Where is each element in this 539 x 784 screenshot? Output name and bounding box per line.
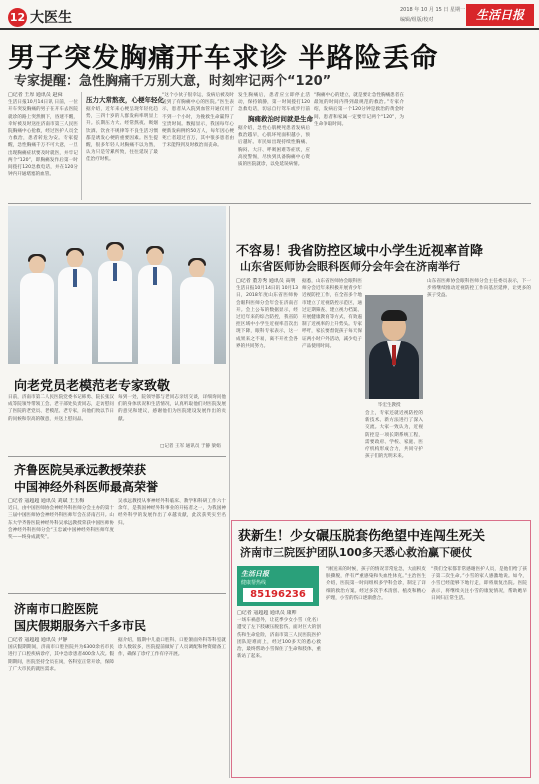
vision-story-headline: 不容易！我省防控区域中小学生近视率首降: [236, 244, 484, 259]
section-title: 大医生: [30, 10, 72, 26]
masthead: [0, 0, 539, 34]
masthead-rule: [0, 28, 539, 30]
stomatology-story-body-2: 据介绍，假期中儿童口腔科、口腔颌面外科等科室就诊人数较多，医院提前做好了人员调配和物资储备工作，确保了诊疗工作有序开展。: [118, 638, 226, 658]
top-story-body-5: 据介绍，急性心肌梗死患者发病后救治越早，心肌坏死面积越小，预后越好。市民如出现持续性胸痛、胸闷、大汗、呼吸困难等症状，应高度警惕，尽快到具备胸痛中心资质的医院就诊，以免延误病情。: [238, 126, 310, 168]
stomatology-story-headline: 济南市口腔医院: [14, 602, 99, 616]
highlight-story-subhead: 济南市三院医护团队100多天悉心救治赢下硬仗: [240, 546, 472, 559]
top-story-headline: 男子突发胸痛开车求诊 半路险丢命: [8, 43, 439, 74]
top-story-body-6: “胸痛中心的建立，就是要让急性胸痛患者在最短的时间内得到最规范的救治。”专家介绍，发病后第一个120分钟是救治的黄金时间，患者和家属一定要牢记两个“120”，为生命争取时间。: [314, 93, 404, 127]
highlight-story-body-1: 一场车祸意外，让花季少女小雪（化名）遭受了左下肢碾压脱套伤，面对巨大的创伤和生命危险，济南市第三人民医院医护团队迎难而上，经过100多天的悉心救治，最终帮助小雪保住了生命和肢体，重新站了起来。: [237, 618, 321, 660]
top-story-body-3: “这个小伙子很幸运，发病后被及时送到了有胸痛中心的医院。”医生表示，患者从入院到血管开通仅用了不到一个小时，为挽救生命赢得了宝贵时间。数据显示，我国每年心梗新发病例约50万人，每年因心梗死亡者超过百万，其中很多患者由于未能得到及时救治而丧命。: [162, 93, 234, 149]
editor-credits: 编辑/组版/校对: [400, 17, 434, 23]
highlight-story-column-1: [237, 610, 321, 775]
stomatology-story-byline: □记者 寇超超 通讯员 尹静: [8, 637, 68, 643]
top-story-body-4: 发生胸痛后，患者应立即停止活动，保持镇静，第一时间拨打120急救电话，切忌自行驾车或步行前: [238, 93, 310, 112]
top-story-body-2: 据介绍，近年来心梗呈现年轻化趋势，三四十岁的人群发病率明显上升。长期压力大、经常熬夜、吸烟饮酒、饮食不规律等不良生活习惯都是诱发心梗的重要因素。医生提醒，很多年轻人对胸痛不以为然，认为只是劳累所致，往往延误了最佳治疗时机。: [86, 107, 158, 163]
vision-story-body-2: 据悉，山东省医师协会眼科医师分会近年来积极开展青少年近视防控工作，在全省多个地市建立了近视防控示范区，通过定期筛查、建立视力档案、开展健康教育等方式，有效遏制了近视率的上升势头。专家呼吁，家长要督促孩子每天保证两小时户外活动，减少电子产品使用时间。: [302, 279, 362, 349]
highlight-story-headline: 获新生！少女碾压脱套伤绝望中连闯生死关: [238, 529, 486, 544]
party-story-headline: 向老党员老模范老专家致敬: [14, 379, 171, 394]
newspaper-logo: 生活日报: [466, 4, 534, 26]
top-story-crosshead-2: 胸痛救治时间就是生命: [248, 115, 313, 123]
qilu-story-headline: 齐鲁医院吴承远教授荣获: [14, 463, 147, 477]
top-story-subhead: 专家提醒：急性胸痛千万别大意，时刻牢记两个“120”: [14, 74, 332, 89]
vision-story-subhead: 山东省医师协会眼科医师分会年会在济南举行: [240, 260, 460, 273]
expert-portrait-photo: [365, 295, 423, 399]
page-number-badge: 12: [8, 8, 27, 27]
top-story-crosshead-1: 压力大常熬夜，心梗年轻化: [86, 96, 164, 104]
vision-story-body-1: 生活日报10月14日讯 10月13日，2018年度山东省医师协会眼科医师分会年会在济南召开。会上公布的数据显示，经过近年来的综合防控，我省防控区域中小学生近视率首次出现下降，眼科专家表示，这一成果来之不易，离不开社会各界的共同努力。: [236, 286, 298, 349]
section-rule: [8, 593, 226, 594]
top-story-column-1: [8, 92, 78, 200]
top-story-body-1: 生活日报10月14日讯 日前，一位开车突发胸痛的男子在开车去医院就诊的路上突然倒下，昏迷不醒，幸好被及时送往济南市第三人民医院胸痛中心抢救，经过医护人员全力救治，患者转危为安。专家提醒，急性胸痛千万不可大意，一旦出现胸痛症状要及时就医，并牢记两个“120”，即胸痛发作后第一时间拨打120急救电话，并在120分钟内开通堵塞的血管。: [8, 100, 78, 178]
hotline-number: 85196236: [243, 588, 313, 602]
highlight-story-body-3: “我们全家都非常感谢医护人员，是他们给了孩子第二次生命。”小雪的家人感激地说。如今，小雪已经能够下地行走，即将康复出院。医院表示，将继续关注小雪的康复情况，帮助她早日回归正常生活。: [431, 567, 527, 601]
vision-story-body-4: 山东省医师协会眼科医师分会主任委员表示，下一步将继续推动近视防控工作向基层延伸，让更多的孩子受益。: [427, 279, 531, 299]
expert-photo-caption: 毕宏生教授: [378, 403, 401, 408]
stomatology-story-headline-2: 国庆假期服务六千多市民: [14, 619, 147, 633]
health-hotline-banner: [237, 566, 319, 606]
stomatology-story-column-1: [8, 637, 114, 777]
doctors-group-photo: [8, 206, 226, 364]
section-rule: [8, 456, 226, 457]
hotline-label: 健康帮热线: [241, 580, 267, 586]
column-divider: [81, 92, 82, 200]
qilu-story-byline: □记者 寇超超 通讯员 刘斌 王玉梅: [8, 498, 85, 504]
vision-story-byline: □记者 董芳秀 通讯员 高明: [236, 278, 296, 284]
party-story-body-2: 每到一处，院领导都与老同志亲切交谈，详细询问他们的身体状况和生活情况，认真听取他们对医院发展的意见和建议，感谢他们为医院建设发展作出的贡献。: [118, 395, 226, 422]
highlight-story-body-2: “刚送来的时候，孩子的情况非常危急，大面积皮肤撕脱，伴有严重感染和失血性休克。”主治医生介绍，医院第一时间组织多学科会诊，制定了详细的救治方案。经过多次手术清创、植皮和精心护理，小雪的伤口逐渐愈合。: [326, 567, 426, 601]
section-rule: [8, 203, 531, 204]
qilu-story-body-2: 吴承远教授从事神经外科临床、教学和科研工作六十余年，是我国神经外科事业的开拓者之一，为我国神经外科学的发展作出了卓越贡献，此次获奖实至名归。: [118, 499, 226, 526]
stomatology-story-body-1: 国庆假期期间，济南市口腔医院共为6300余名市民进行了口腔疾病诊疗，其中急诊患者400余人次。假期期间，医院坚持全员在岗，各科室正常开诊，保障了广大市民的就医需求。: [8, 645, 114, 672]
vision-story-column-1: [236, 278, 298, 514]
top-story-byline: □记者 王厚 通讯员 赵舜: [8, 92, 63, 98]
highlight-story-byline: □记者 寇超超 通讯员 康帅: [237, 610, 297, 616]
qilu-story-body-1: 近日，由中国医师协会神经外科医师分会主办的第十三届中国医师协会神经外科医师年会在济南召开。山东大学齐鲁医院神经外科吴承远教授荣获中国医师协会神经外科医师分会“王忠诚中国神经外科医师年度奖——终身成就奖”。: [8, 506, 114, 541]
hotline-brand: 生活日报: [241, 570, 269, 578]
vision-story-body-3: 会上，专家还就近视防控的新技术、新方法进行了深入交流。大家一致认为，近视防控是一项长期系统工程，需要政府、学校、家庭、医疗机构形成合力，共同守护孩子们的光明未来。: [365, 411, 423, 460]
issue-date: 2018 年 10 月 15 日 星期一: [400, 7, 465, 13]
party-story-byline: □记者 王军 通讯员 于静 梁娟: [160, 444, 221, 449]
qilu-story-headline-2: 中国神经外科医师最高荣誉: [14, 480, 159, 494]
column-divider: [229, 206, 230, 778]
qilu-story-column-1: [8, 498, 114, 588]
party-story-body-1: 日前，济南市第二人民医院党委书记韩勇、院长张汉成等院领导带领工会、老干部处负责同志，走访慰问了医院的老党员、老模范、老专家，向他们致以节日的问候和崇高的敬意，并送上慰问品。: [8, 395, 114, 422]
